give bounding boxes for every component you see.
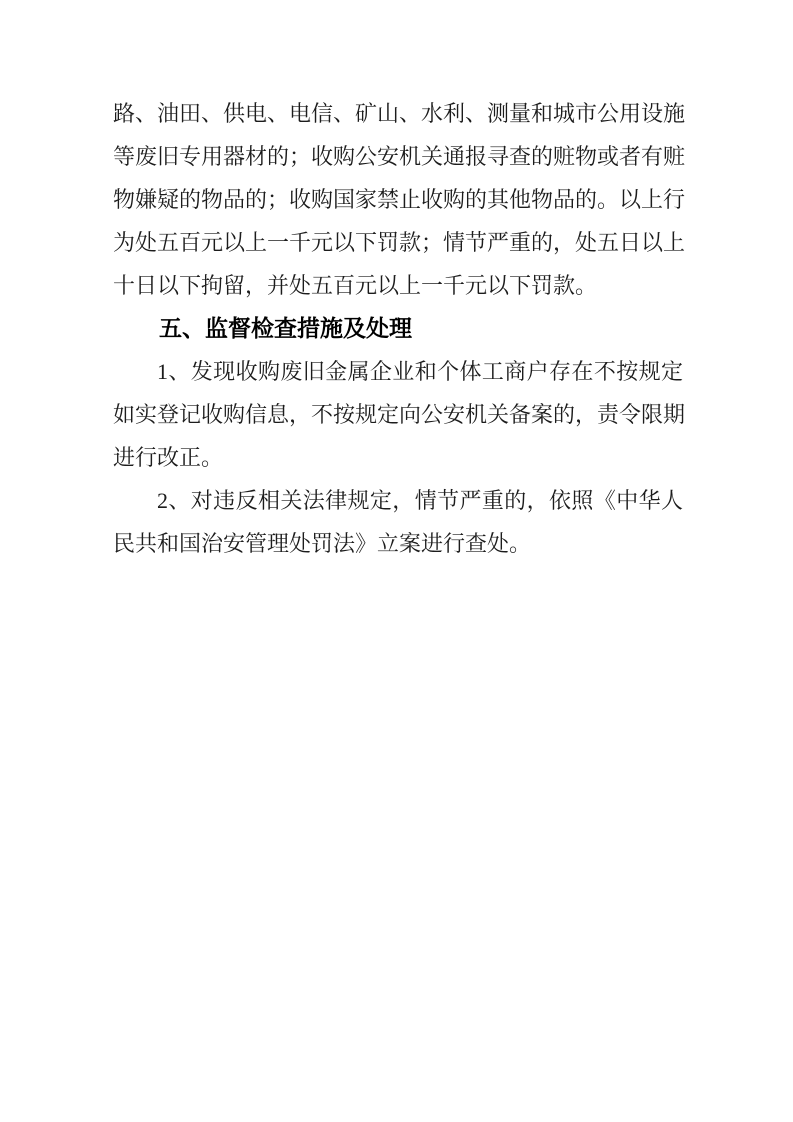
document-content <box>113 92 686 565</box>
text-line: 等废旧专用器材的；收购公安机关通报寻查的赃物或者有赃 <box>113 144 686 169</box>
text-line: 五、监督检查措施及处理 <box>159 315 412 341</box>
text-line: 2、对违反相关法律规定，情节严重的，依照《中华人 <box>157 488 683 513</box>
text-line: 如实登记收购信息，不按规定向公安机关备案的，责令限期 <box>113 402 686 427</box>
text-line: 进行改正。 <box>113 445 224 470</box>
text-line: 物嫌疑的物品的；收购国家禁止收购的其他物品的。以上行 <box>113 187 686 212</box>
text-line: 民共和国治安管理处罚法》立案进行查处。 <box>113 531 532 556</box>
continued-paragraph <box>113 92 686 307</box>
text-line: 为处五百元以上一千元以下罚款；情节严重的，处五日以上 <box>113 230 686 255</box>
text-line: 十日以下拘留，并处五百元以上一千元以下罚款。 <box>113 273 598 298</box>
text-line: 1、发现收购废旧金属企业和个体工商户存在不按规定 <box>157 359 683 384</box>
section-heading <box>113 307 683 350</box>
list-item-1 <box>113 350 686 479</box>
text-line: 路、油田、供电、电信、矿山、水利、测量和城市公用设施 <box>113 101 686 126</box>
list-item-2 <box>113 479 683 565</box>
